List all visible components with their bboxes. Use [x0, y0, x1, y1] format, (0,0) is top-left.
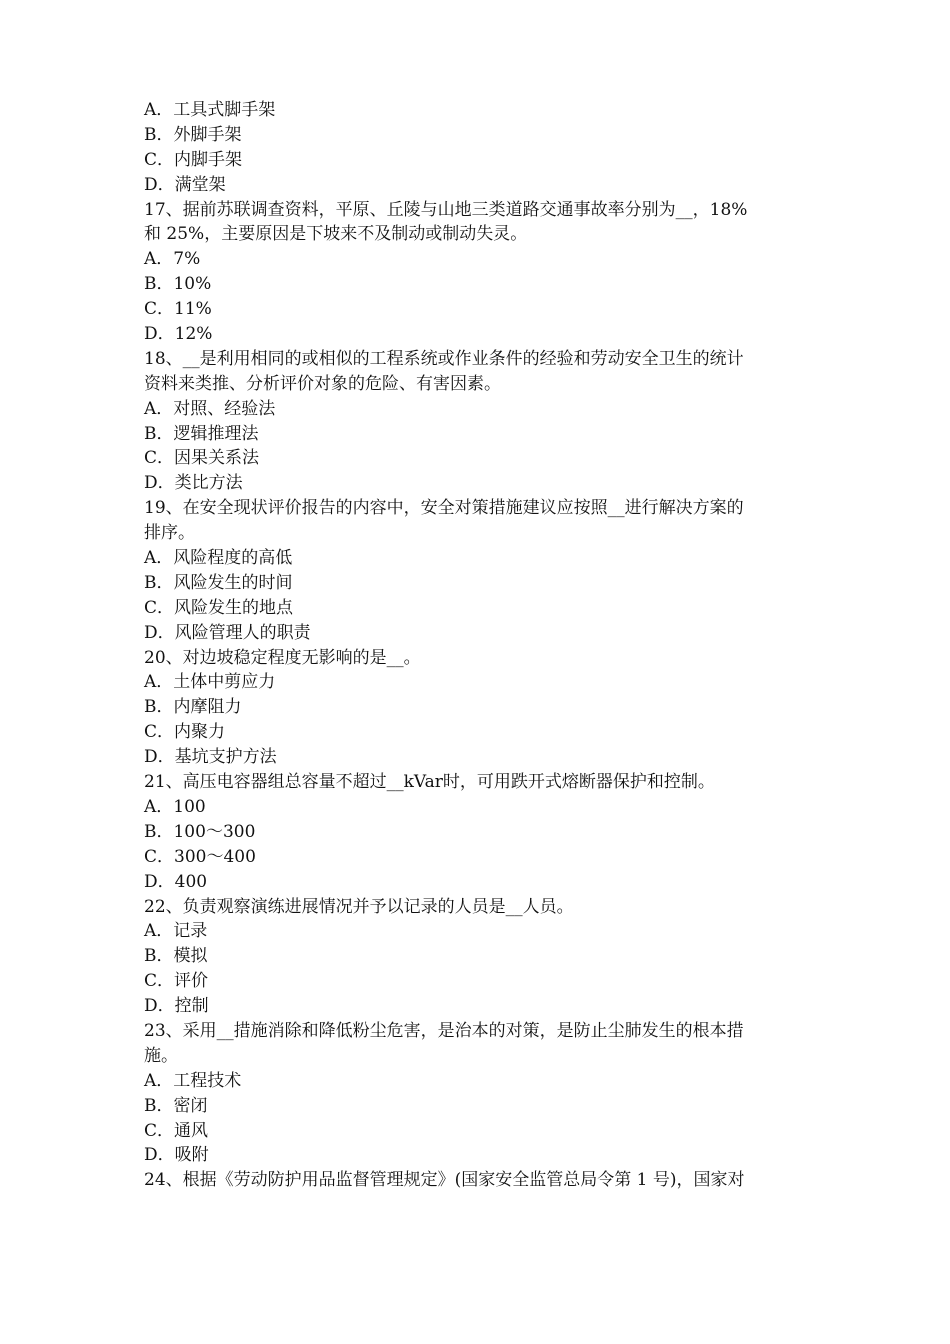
option-b: B．模拟 — [144, 946, 208, 967]
question-stem-line: 24、根据《劳动防护用品监督管理规定》(国家安全监管总局令第 1 号)，国家对 — [144, 1170, 745, 1191]
question-stem-line: 19、在安全现状评价报告的内容中，安全对策措施建议应按照__进行解决方案的 — [144, 498, 744, 519]
question-18 — [144, 347, 812, 496]
option-b: B．密闭 — [144, 1095, 208, 1116]
option-c: C．评价 — [144, 971, 209, 992]
option-b: B．风险发生的时间 — [144, 572, 293, 593]
option-d: D．风险管理人的职责 — [144, 622, 311, 643]
option-d: D．12% — [144, 324, 213, 345]
option-c: C．通风 — [144, 1120, 209, 1141]
question-20 — [144, 646, 812, 770]
document-body — [144, 98, 812, 1193]
option-d: D．满堂架 — [144, 174, 226, 195]
question-23 — [144, 1019, 812, 1168]
option-a: A．土体中剪应力 — [144, 672, 276, 693]
option-b: B．逻辑推理法 — [144, 423, 259, 444]
question-19 — [144, 496, 812, 645]
option-a: A．工具式脚手架 — [144, 100, 276, 120]
question-stem-line: 资料来类推、分析评价对象的危险、有害因素。 — [144, 373, 501, 394]
option-c: C．11% — [144, 299, 212, 320]
question-24 — [144, 1168, 812, 1193]
question-17 — [144, 198, 812, 347]
option-d: D．400 — [144, 871, 208, 892]
question-stem-line: 17、据前苏联调查资料，平原、丘陵与山地三类道路交通事故率分别为__，18% — [144, 199, 748, 220]
option-b: B．外脚手架 — [144, 124, 242, 145]
option-b: B．10% — [144, 274, 212, 295]
option-d: D．吸附 — [144, 1145, 209, 1166]
option-d: D．基坑支护方法 — [144, 747, 277, 768]
option-c: C．300～400 — [144, 846, 256, 867]
previous-question-options — [144, 98, 812, 198]
option-a: A．工程技术 — [144, 1070, 242, 1091]
question-stem-line: 施。 — [144, 1045, 178, 1066]
question-stem-line: 22、负责观察演练进展情况并予以记录的人员是__人员。 — [144, 896, 574, 917]
option-a: A．7% — [144, 249, 201, 270]
option-b: B．100～300 — [144, 821, 256, 842]
option-d: D．控制 — [144, 996, 209, 1017]
question-stem-line: 排序。 — [144, 523, 195, 544]
question-stem-line: 20、对边坡稳定程度无影响的是__。 — [144, 647, 421, 668]
option-c: C．因果关系法 — [144, 448, 260, 469]
option-a: A．对照、经验法 — [144, 398, 276, 419]
question-stem-line: 21、高压电容器组总容量不超过__kVar时，可用跌开式熔断器保护和控制。 — [144, 772, 715, 793]
option-a: A．100 — [144, 796, 206, 817]
question-stem-line: 23、采用__措施消除和降低粉尘危害，是治本的对策，是防止尘肺发生的根本措 — [144, 1020, 744, 1041]
option-c: C．内脚手架 — [144, 149, 243, 170]
option-c: C．风险发生的地点 — [144, 597, 294, 618]
question-stem-line: 和 25%，主要原因是下坡来不及制动或制动失灵。 — [144, 224, 528, 245]
option-a: A．风险程度的高低 — [144, 548, 293, 569]
question-21 — [144, 770, 812, 894]
option-d: D．类比方法 — [144, 473, 243, 494]
option-b: B．内摩阻力 — [144, 697, 242, 718]
question-stem-line: 18、__是利用相同的或相似的工程系统或作业条件的经验和劳动安全卫生的统计 — [144, 348, 744, 369]
question-22 — [144, 895, 812, 1019]
option-a: A．记录 — [144, 921, 208, 942]
option-c: C．内聚力 — [144, 722, 226, 743]
